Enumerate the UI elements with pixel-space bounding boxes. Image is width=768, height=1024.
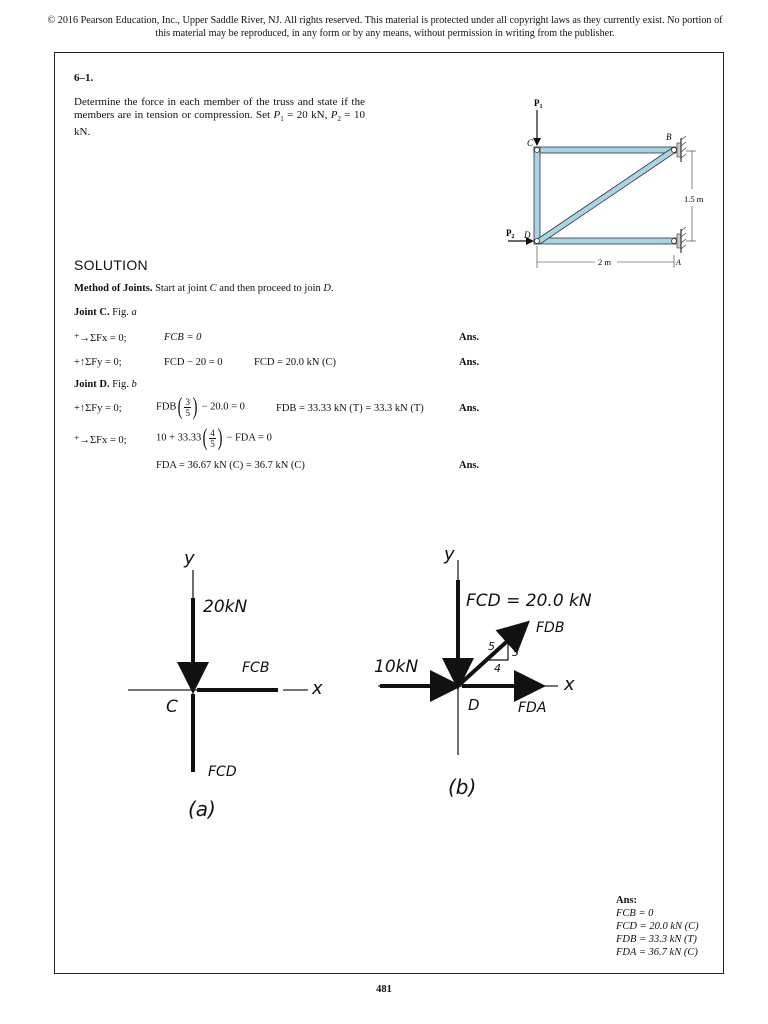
- eq4-expression: [156, 426, 272, 450]
- answers-box: [616, 894, 699, 959]
- truss-figure: [500, 90, 720, 275]
- eq2-expression: FCD − 20 = 0: [164, 357, 223, 368]
- label-joint-d: D: [524, 230, 531, 240]
- fbd-b-10kn-label: 10kN: [374, 657, 419, 677]
- p2-value: = 10 kN.: [74, 109, 365, 139]
- fbd-b-y-label: y: [444, 544, 455, 565]
- problem-statement: [74, 96, 365, 139]
- fbd-a-x-label: x: [312, 678, 323, 699]
- fbd-a-fcd-label: FCD: [208, 764, 237, 780]
- joint-c-label: Joint C.: [74, 307, 110, 318]
- eq3-ans: Ans.: [459, 403, 480, 414]
- fbd-b-slope-5: 5: [488, 640, 495, 653]
- eq3-rest: − 20.0 = 0: [201, 401, 245, 413]
- fbd-b-fcd-label: FCD = 20.0 kN: [466, 591, 592, 611]
- fbd-a-load-label: 20kN: [203, 597, 248, 617]
- label-joint-a: A: [676, 258, 681, 267]
- eq3-paren-close: ): [192, 394, 198, 420]
- eq1-condition: ⁺→ΣFx = 0;: [74, 333, 127, 344]
- p2-subscript: 2: [337, 115, 341, 124]
- eq3-fraction: $\frac{3}{5}$: [185, 396, 190, 418]
- intro-end: .: [330, 283, 334, 294]
- eq3-force: FDB: [156, 401, 177, 413]
- member-da: [534, 238, 676, 244]
- free-body-diagrams: [118, 540, 608, 830]
- eq4-fraction: $\frac{4}{5}$: [210, 427, 215, 449]
- support-a: [677, 227, 686, 253]
- problem-number: 6–1.: [74, 72, 94, 84]
- eq4-sum: 10 + 33.33: [156, 432, 202, 444]
- answer-fdb: FDB = 33.3 kN (T): [616, 934, 697, 945]
- eq4-rest: − FDA = 0: [226, 432, 272, 444]
- answer-fcb: FCB = 0: [616, 908, 654, 919]
- intro-text-2: and then proceed to join: [216, 283, 324, 294]
- pin-d: [535, 239, 540, 244]
- p1-value: = 20 kN,: [283, 109, 331, 121]
- p1-subscript: 1: [280, 115, 284, 124]
- eq1-ans: Ans.: [459, 332, 480, 343]
- p2-symbol: P: [330, 109, 338, 121]
- eq5-ans: Ans.: [459, 460, 480, 471]
- intro-text: Start at joint: [152, 283, 210, 294]
- truss-members: [534, 147, 676, 244]
- fbd-b-x-label: x: [564, 674, 575, 695]
- eq3-paren-open: (: [178, 394, 183, 420]
- member-cb: [534, 147, 676, 153]
- fbd-a-c-label: C: [166, 697, 178, 717]
- fbd-b-fda-label: FDA: [518, 700, 547, 716]
- answer-fda: FDA = 36.7 kN (C): [616, 947, 698, 958]
- member-cd: [534, 147, 540, 244]
- fbd-b-caption: (b): [448, 775, 477, 799]
- label-p1: $P_1$: [534, 98, 543, 110]
- answers-title: Ans:: [616, 895, 638, 906]
- label-dim-height: 1.5 m: [684, 194, 704, 204]
- eq3-expression: [156, 395, 245, 419]
- label-joint-c: C: [527, 138, 534, 148]
- eq2-ans: Ans.: [459, 357, 480, 368]
- member-db: [536, 148, 676, 244]
- solution-title: SOLUTION: [74, 257, 148, 273]
- eq4-condition: ⁺→ΣFx = 0;: [74, 435, 127, 446]
- page-number: 481: [376, 984, 392, 995]
- intro-bold: Method of Joints.: [74, 283, 153, 294]
- intro-joint-c: C: [209, 283, 217, 294]
- pin-c: [535, 148, 540, 153]
- fbd-a-y-label: y: [184, 548, 195, 569]
- joint-c-fig: Fig.: [109, 307, 132, 318]
- copyright-notice: © 2016 Pearson Education, Inc., Upper Saddle River, NJ. All rights reserved. This material is protected under all copyright laws as they currently exist. No portion of this material may be reproduced, in any form or by any means, without permission in writing from the publisher.: [47, 15, 723, 39]
- joint-d-fig-letter: b: [131, 379, 137, 390]
- fbd-b-slope-4: 4: [494, 662, 501, 675]
- joint-c-fig-letter: a: [131, 307, 137, 318]
- fbd-a-fcb-label: FCB: [242, 660, 270, 676]
- eq3-result: FDB = 33.33 kN (T) = 33.3 kN (T): [276, 403, 424, 414]
- fbd-a-caption: (a): [188, 797, 216, 821]
- eq3-condition: +↑ΣFy = 0;: [74, 403, 122, 414]
- answer-fcd: FCD = 20.0 kN (C): [616, 921, 699, 932]
- label-p2: $P_2$: [506, 228, 515, 240]
- pin-b: [672, 148, 677, 153]
- eq4-paren-close: ): [217, 425, 223, 451]
- load-p1-arrow: [533, 110, 541, 146]
- fbd-b-slope-3: 3: [512, 646, 519, 659]
- joint-c-heading: [74, 307, 137, 318]
- eq1-expression: FCB = 0: [164, 332, 202, 343]
- support-b: [677, 136, 686, 162]
- joint-d-label: Joint D.: [74, 379, 110, 390]
- p1-symbol: P: [273, 109, 281, 121]
- eq2-condition: +↑ΣFy = 0;: [74, 357, 122, 368]
- label-joint-b: B: [666, 132, 672, 142]
- solution-intro: [74, 283, 334, 294]
- fbd-b-d-label: D: [468, 696, 480, 714]
- eq5-result: FDA = 36.67 kN (C) = 36.7 kN (C): [156, 460, 305, 471]
- eq2-result: FCD = 20.0 kN (C): [254, 357, 337, 368]
- pin-a: [672, 239, 677, 244]
- intro-joint-d: D: [323, 283, 331, 294]
- joint-d-heading: [74, 379, 137, 390]
- eq4-paren-open: (: [202, 425, 208, 451]
- fbd-b-fdb-label: FDB: [536, 620, 565, 636]
- statement-text: Determine the force in each member of the truss and state if the members are in tension or compression. Set: [74, 96, 365, 121]
- joint-d-fig: Fig.: [109, 379, 132, 390]
- label-dim-width: 2 m: [598, 257, 611, 267]
